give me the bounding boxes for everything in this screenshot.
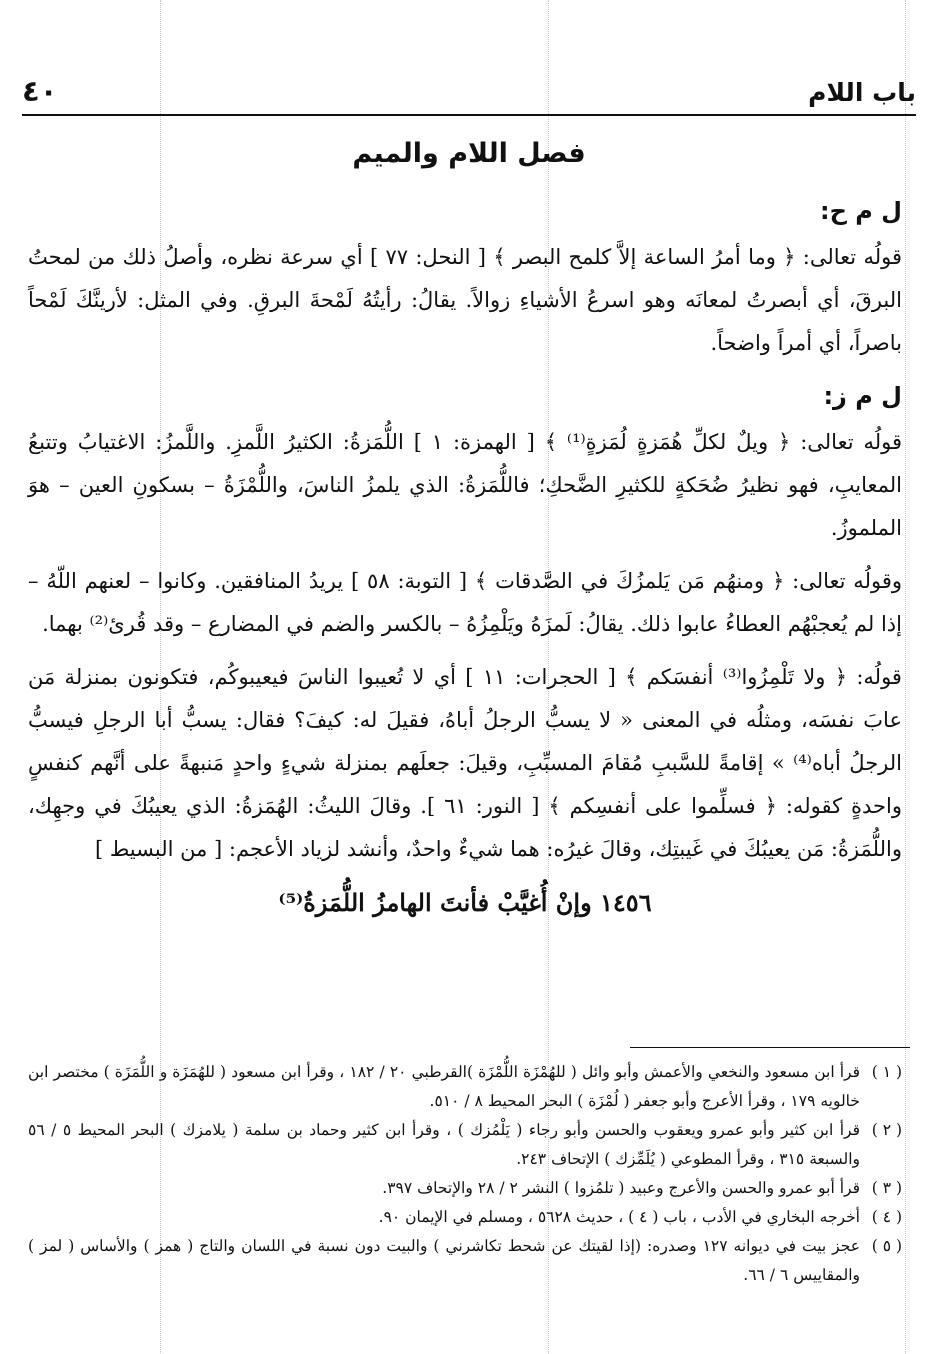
paragraph: قولُه تعالى: ﴿ ويلٌ لكلِّ هُمَزةٍ لُمَزةٍ⁽¹⁾ ﴾ [ الهمزة: ١ ] اللُّمَزةُ: الكثيرُ اللَّمزِ. واللَّمزُ: الاغتيابُ وتتبعُ المعايبِ، فهو نظيرُ ضُحَكةٍ للكثيرِ الضَّحكِ؛ فاللُّمَزةُ: الذي يلمزُ الناسَ، واللُّمْزَةُ – بسكونِ العين – هوَ الملموزُ. [28,430,902,540]
footnote [28,1174,902,1203]
paragraph: قولُه: ﴿ ولا تَلْمِزُوا⁽³⁾ أنفسَكم ﴾ [ الحجرات: ١١ ] أي لا تُعيبوا الناسَ فيعيبوكُم، فتكونون بمنزلة مَن عابَ نفسَه، ومثلُه في المعنى « لا يسبُّ الرجلُ أباهُ، فقيلَ له: كيفَ؟ فقال: يسبُّ أبا الرجلِ فيسبُّ الرجلُ أباه⁽⁴⁾ » إقامةً للسَّببِ مُقامَ المسبِّبِ، وقيلَ: جعلَهم بمنزلة شيءٍ واحدٍ مَنبهةً على أنَّهم كنفسٍ واحدةٍ كقوله: ﴿ فسلِّموا على أنفسِكم ﴾ [ النور: ٦١ ]. وقالَ الليثُ: الهُمَزةُ: الذي يعيبُكَ في وجهِك، واللُّمَزةُ: مَن يعيبُكَ في غَيبتِك، وقالَ غيرُه: هما شيءٌ واحدٌ، وأنشد لزياد الأعجم: [ من البسيط ] [28,665,903,861]
footnote [28,1116,902,1174]
paragraph: قولُه تعالى: ﴿ وما أمرُ الساعة إلاَّ كلمح البصر ﴾ [ النحل: ٧٧ ] أي سرعة نظره، وأصلُ ذلك من لمحتُ البرقَ، أي أبصرتُ لمعانَه وهو اسرعُ الأشياءِ زوالاً. يقالُ: رأيتُهُ لَمْحةَ البرقِ. وفي المثل: لأرينَّكَ لَمْحاً باصراً، أي أمراً واضحاً. [28,245,902,355]
main-text [28,190,902,924]
section-title: فصل اللام والميم [352,138,586,169]
footnote-number: ( ٣ ) [871,1179,902,1197]
footnote [28,1203,902,1232]
footnote-number: ( ٤ ) [871,1208,902,1226]
poetry-verse: ١٤٥٦ وإنْ أُغيَّبْ فأنتَ الهامزُ اللُّمَزةُ⁽⁵⁾ [278,888,652,917]
page-number: ٤٠ [22,74,58,108]
footnote [28,1058,902,1116]
footnote-separator [630,1047,910,1048]
footnote [28,1232,902,1290]
scan-artifact-line [905,0,906,1354]
footnote-number: ( ٢ ) [871,1121,902,1139]
footnote-text: قرأ ابن كثير وأبو عمرو ويعقوب والحسن وأبو رجاء ( يَلْمُزك ) ، وقرأ ابن كثير وحماد بن سلمة ( يلامزك ) البحر المحيط ٥ / ٥٦ والسبعة ٣١٥ ، وقرأ المطوعي ( يُلَمِّزك ) الإتحاف ٢٤٣. [28,1121,861,1168]
footnote-text: عجز بيت في ديوانه ١٢٧ وصدره: (إذا لقيتك عن شحط تكاشرني ) والبيت دون نسبة في اللسان والتاج ( همز ) والأساس ( لمز ) والمقاييس ٦ / ٦٦. [28,1237,860,1284]
footnote-text: أخرجه البخاري في الأدب ، باب ( ٤ ) ، حديث ٥٦٢٨ ، ومسلم في الإيمان ٩٠. [378,1208,860,1226]
footnote-text: قرأ أبو عمرو والحسن والأعرج وعبيد ( تلمُزوا ) النشر ٢ / ٢٨ والإتحاف ٣٩٧. [382,1179,860,1197]
root-heading: ل م ز: [823,382,902,410]
footnote-text: قرأ ابن مسعود والنخعي والأعمش وأبو وائل ( للهُمْزَة اللُّمْزَة )القرطبي ٢٠ / ١٨٢ ، وقرأ ابن مسعود ( للهُمَزَة و اللُّمَزَة ) مختصر ابن خالويه ١٧٩ ، وقرأ الأعرج وأبو جعفر ( لُمْزَة ) البحر المحيط ٨ / ٥١٠. [28,1063,861,1110]
paragraph: وقولُه تعالى: ﴿ ومنهُم مَن يَلمزُكَ في الصَّدقات ﴾ [ التوبة: ٥٨ ] يريدُ المنافقين. وكانوا – لعنهم اللّهُ – إذا لم يُعجبْهُم العطاءُ عابوا ذلك. يقالُ: لَمزَهُ ويَلْمِزُهُ – بالكسر والضم في المضارع – وقد قُرئ⁽²⁾ بهما. [28,569,902,636]
running-header [22,74,916,116]
footnote-number: ( ٥ ) [871,1237,902,1255]
root-heading: ل م ح: [819,197,902,225]
chapter-title: باب اللام [808,78,916,107]
footnote-number: ( ١ ) [871,1063,902,1081]
footnotes [28,1058,902,1290]
